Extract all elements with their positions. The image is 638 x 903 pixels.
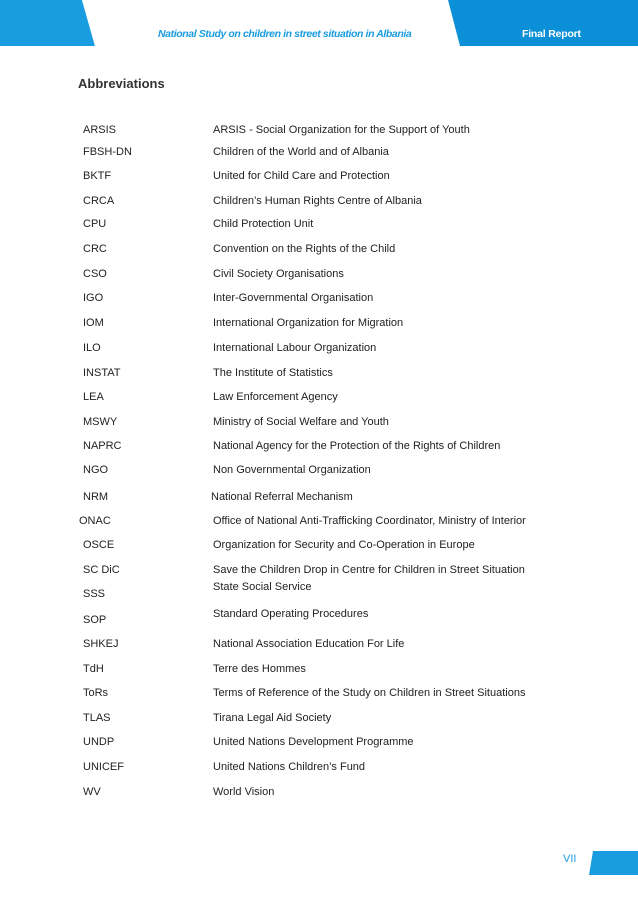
abbreviation-definition: Ministry of Social Welfare and Youth xyxy=(213,416,389,428)
abbreviation-term: SOP xyxy=(83,614,107,626)
abbreviation-term: IGO xyxy=(83,292,104,304)
abbreviation-definition: United Nations Children’s Fund xyxy=(213,761,366,773)
abbreviation-definition: Tirana Legal Aid Society xyxy=(213,712,332,724)
abbreviation-definition: Standard Operating Procedures xyxy=(213,608,369,620)
abbreviation-term: SSS xyxy=(83,588,106,600)
abbreviation-definition: United for Child Care and Protection xyxy=(213,170,390,182)
abbreviation-definition: State Social Service xyxy=(213,581,312,593)
abbreviation-term: NAPRC xyxy=(83,440,122,452)
abbreviation-term: CSO xyxy=(83,268,107,280)
abbreviation-term: UNICEF xyxy=(83,761,124,773)
abbreviation-term: ONAC xyxy=(79,515,111,527)
abbreviation-definition: Civil Society Organisations xyxy=(213,268,344,280)
abbreviation-definition: National Referral Mechanism xyxy=(211,491,353,503)
abbreviation-definition: National Agency for the Protection of the Rights of Children xyxy=(213,440,501,452)
abbreviation-term: TLAS xyxy=(83,712,111,724)
report-label: Final Report xyxy=(522,28,581,40)
abbreviation-definition: Children’s Human Rights Centre of Albania xyxy=(213,195,422,207)
abbreviation-definition: Law Enforcement Agency xyxy=(213,391,338,403)
abbreviation-term: FBSH-DN xyxy=(83,146,132,158)
abbreviation-term: CRCA xyxy=(83,195,115,207)
abbreviation-term: ARSIS xyxy=(83,124,117,136)
page-number-bar xyxy=(589,851,638,875)
abbreviation-term: WV xyxy=(83,786,101,798)
abbreviation-definition: The Institute of Statistics xyxy=(213,367,333,379)
abbreviation-definition: National Association Education For Life xyxy=(213,638,405,650)
abbreviation-definition: ARSIS - Social Organization for the Support of Youth xyxy=(213,124,470,136)
abbreviation-term: TdH xyxy=(83,663,104,675)
abbreviation-term: ILO xyxy=(83,342,101,354)
abbreviation-definition: World Vision xyxy=(213,786,275,798)
abbreviation-term: ToRs xyxy=(83,687,109,699)
abbreviation-definition: Organization for Security and Co-Operation in Europe xyxy=(213,539,475,551)
abbreviation-term: INSTAT xyxy=(83,367,121,379)
abbreviation-definition: Child Protection Unit xyxy=(213,218,314,230)
abbreviation-term: CPU xyxy=(83,218,107,230)
abbreviation-definition: Office of National Anti-Trafficking Coordinator, Ministry of Interior xyxy=(213,515,526,527)
document-title: National Study on children in street situation in Albania xyxy=(158,28,412,40)
abbreviation-term: OSCE xyxy=(83,539,115,551)
abbreviation-term: IOM xyxy=(83,317,104,329)
abbreviation-definition: United Nations Development Programme xyxy=(213,736,414,748)
abbreviation-term: NGO xyxy=(83,464,109,476)
abbreviation-definition: Save the Children Drop in Centre for Children in Street Situation xyxy=(213,564,525,576)
abbreviation-term: CRC xyxy=(83,243,107,255)
section-heading: Abbreviations xyxy=(78,76,165,91)
abbreviation-term: MSWY xyxy=(83,416,118,428)
abbreviation-definition: Inter-Governmental Organisation xyxy=(213,292,374,304)
abbreviation-term: NRM xyxy=(83,491,109,503)
abbreviation-definition: International Organization for Migration xyxy=(213,317,404,329)
abbreviation-definition: Terms of Reference of the Study on Children in Street Situations xyxy=(213,687,526,699)
abbreviation-term: SHKEJ xyxy=(83,638,119,650)
page-header xyxy=(0,0,638,46)
abbreviation-term: UNDP xyxy=(83,736,115,748)
abbreviation-term: LEA xyxy=(83,391,104,403)
abbreviation-definition: Children of the World and of Albania xyxy=(213,146,389,158)
abbreviation-term: BKTF xyxy=(83,170,112,182)
abbreviation-definition: Non Governmental Organization xyxy=(213,464,371,476)
abbreviation-term: SC DiC xyxy=(83,564,120,576)
abbreviation-definition: International Labour Organization xyxy=(213,342,377,354)
page-number: VII xyxy=(563,853,577,865)
abbreviation-definition: Terre des Hommes xyxy=(213,663,306,675)
abbreviation-definition: Convention on the Rights of the Child xyxy=(213,243,396,255)
